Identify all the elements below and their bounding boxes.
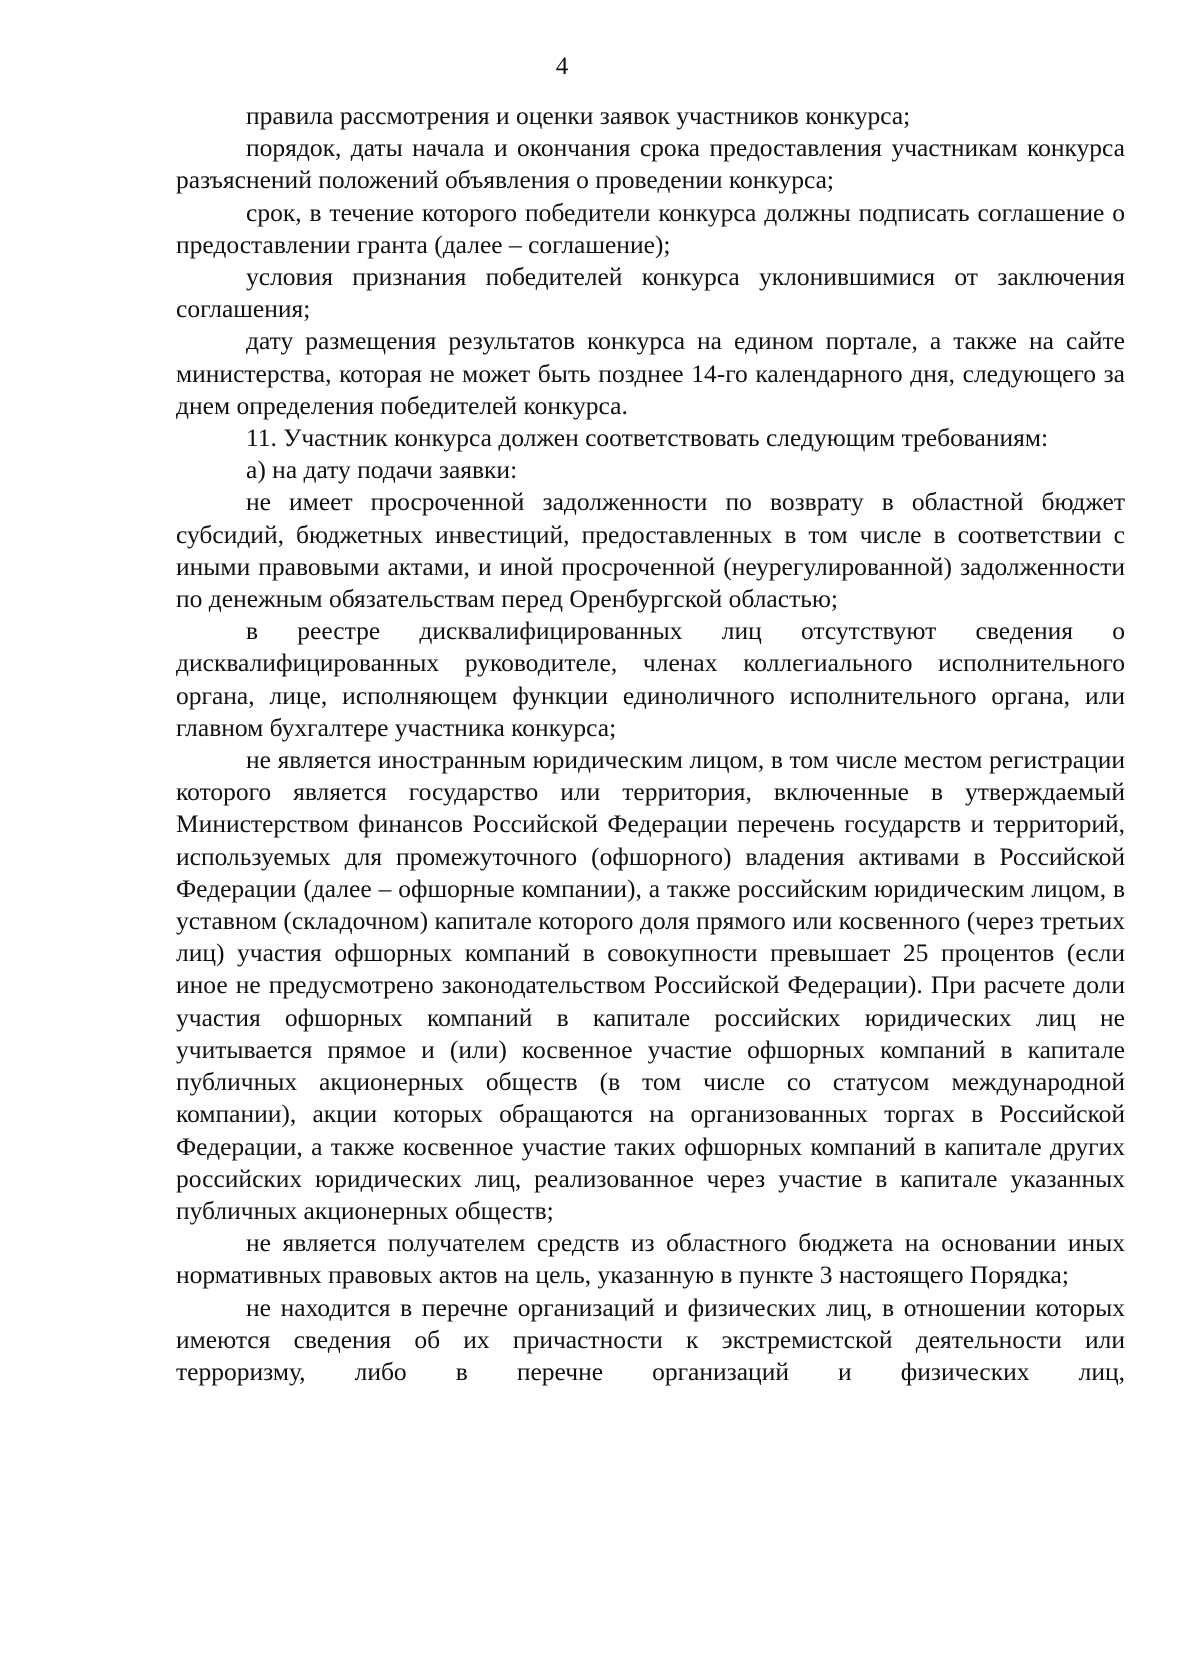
- paragraph-no-overdue-debt: не имеет просроченной задолженности по возврату в областной бюджет субсидий, бюджетных инвестиций, предоставленных в том числе в соответствии с иными правовыми актами, и иной просроченной (неурегулированной) задолженности по денежным обязательствам перед Оренбургской областью;: [176, 487, 1125, 614]
- paragraph-extremism-list: не находится в перечне организаций и физических лиц, в отношении которых имеются сведения об их причастности к экстремистской деятельности или терроризму, либо в перечне организаций и физических лиц,: [176, 1292, 1125, 1386]
- paragraph-review-rules: правила рассмотрения и оценки заявок участников конкурса;: [246, 101, 911, 130]
- paragraph-not-foreign-entity: не является иностранным юридическим лицом, в том числе местом регистрации которого является государство или территория, включенные в утверждаемый Министерством финансов Российской Федерации перечень государств и территорий, используемых для промежуточного (офшорного) владения активами в Российской Федерации (далее – офшорные компании), а также российским юридическим лицом, в уставном (складочном) капитале которого доля прямого или косвенного (через третьих лиц) участия офшорных компаний в совокупности превышает 25 процентов (если иное не предусмотрено законодательством Российской Федерации). При расчете доли участия офшорных компаний в капитале российских юридических лиц не учитывается прямое и (или) косвенное участие офшорных компаний в капитале публичных акционерных обществ (в том числе со статусом международной компании), акции которых обращаются на организованных торгах в Российской Федерации, а также косвенное участие таких офшорных компаний в капитале других российских юридических лиц, реализованное через участие в капитале указанных публичных акционерных обществ;: [176, 745, 1125, 1225]
- paragraph-not-budget-recipient: не является получателем средств из областного бюджета на основании иных нормативных правовых актов на цель, указанную в пункте 3 настоящего Порядка;: [176, 1228, 1125, 1290]
- paragraph-section-11: 11. Участник конкурса должен соответствовать следующим требованиям:: [246, 423, 1049, 453]
- paragraph-item-a: а) на дату подачи заявки:: [246, 455, 518, 485]
- page-number: 4: [555, 53, 569, 80]
- paragraph-agreement-deadline: срок, в течение которого победители конкурса должны подписать соглашение о предоставлении гранта (далее – соглашение);: [176, 197, 1125, 259]
- document-body: [176, 100, 1125, 1388]
- paragraph-evasion-conditions: условия признания победителей конкурса уклонившимися от заключения соглашения;: [176, 262, 1125, 324]
- paragraph-clarification-dates: порядок, даты начала и окончания срока предоставления участникам конкурса разъяснений положений объявления о проведении конкурса;: [176, 133, 1125, 195]
- paragraph-results-publication: дату размещения результатов конкурса на едином портале, а также на сайте министерства, которая не может быть позднее 14-го календарного дня, следующего за днем определения победителей конкурса.: [176, 326, 1125, 420]
- paragraph-disqualified-registry: в реестре дисквалифицированных лиц отсутствуют сведения о дисквалифицированных руководителе, членах коллегиального исполнительного органа, лице, исполняющем функции единоличного исполнительного органа, или главном бухгалтере участника конкурса;: [176, 616, 1125, 742]
